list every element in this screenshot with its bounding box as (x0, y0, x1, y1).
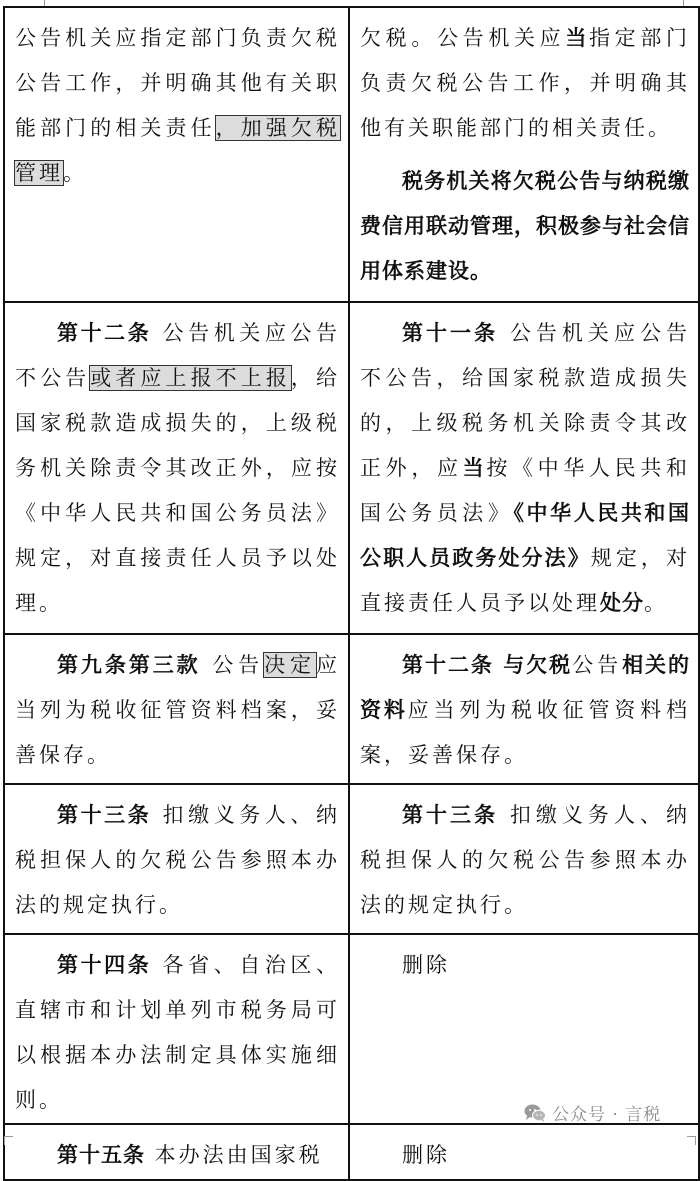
old-provision-cell (4, 302, 349, 634)
watermark-text: 公众号 · 言税 (552, 1105, 662, 1125)
new-provision-cell (349, 634, 699, 784)
new-provision-cell (349, 784, 699, 934)
old-provision-text: 第十四条 各省、自治区、直辖市和计划单列市税务局可以根据本办法制定具体实施细则。 (15, 953, 340, 1112)
table-row (4, 784, 699, 934)
added-text: 处分 (600, 591, 644, 615)
old-provision-text: 第十三条 扣缴义务人、纳税担保人的欠税公告参照本办法的规定执行。 (15, 803, 340, 917)
added-text: 当 (462, 456, 487, 480)
table-row (4, 634, 699, 784)
article-number: 第十二条 (402, 653, 494, 677)
article-number: 第九条第三款 (57, 653, 201, 677)
deleted-marker: 删除 (402, 953, 450, 977)
new-provision-text: 第十二条 与欠税公告相关的资料应当列为税收征管资料档案，妥善保存。 (360, 653, 691, 767)
watermark (524, 1100, 661, 1125)
article-number: 第十三条 (402, 803, 499, 827)
old-provision-text: 第十二条 公告机关应公告不公告或者应上报不上报，给国家税款造成损失的，上级税务机关除责令其改正外，应按《中华人民共和国公务员法》规定，对直接责任人员予以处理。 (15, 321, 341, 615)
old-provision-cell (4, 784, 349, 934)
table-row (4, 1124, 699, 1180)
page-corner-mark (687, 1136, 696, 1145)
added-text: 《中华人民共和国公职人员政务处分法》 (360, 501, 691, 570)
wechat-icon (524, 1104, 546, 1122)
article-number: 第十三条 (57, 803, 152, 827)
regulation-comparison-table (3, 6, 700, 1181)
table-row (4, 302, 699, 634)
old-provision-cell (4, 934, 349, 1124)
highlighted-deletion: 或者应上报不上报 (90, 366, 291, 390)
deleted-marker: 删除 (402, 1143, 450, 1167)
highlighted-deletion: 决定 (264, 653, 316, 677)
new-provision-text: 欠税。公告机关应当指定部门负责欠税公告工作，并明确其他有关职能部门的相关责任。 (360, 26, 691, 140)
old-provision-text: 第十五条 本办法由国家税 (57, 1143, 323, 1167)
new-provision-cell (349, 934, 699, 1124)
article-number: 第十四条 (57, 953, 152, 977)
added-text: 与欠税 (493, 653, 573, 677)
article-number: 第十五条 (57, 1143, 145, 1167)
new-provision-text: 第十一条 公告机关应公告不公告，给国家税款造成损失的，上级税务机关除责令其改正外，应当按《中华人民共和国公务员法》《中华人民共和国公职人员政务处分法》规定，对直接责任人员予以处理处分。 (360, 321, 691, 615)
article-number: 第十一条 (402, 321, 499, 345)
article-number: 第十二条 (57, 321, 152, 345)
added-text: 相关的资料 (360, 653, 691, 722)
table-row (4, 7, 699, 302)
old-provision-cell (4, 1124, 349, 1180)
highlighted-deletion: ，加强欠税管理 (15, 116, 341, 185)
table-row (4, 934, 699, 1124)
new-provision-cell (349, 7, 699, 302)
new-provision-added-paragraph (360, 159, 690, 294)
new-provision-cell (349, 302, 699, 634)
new-provision-text: 第十三条 扣缴义务人、纳税担保人的欠税公告参照本办法的规定执行。 (360, 803, 690, 917)
added-text: 当 (565, 26, 590, 50)
added-text: 税务机关将欠税公告与纳税缴费信用联动管理，积极参与社会信用体系建设。 (360, 169, 690, 283)
old-provision-text: 公告机关应指定部门负责欠税公告工作，并明确其他有关职能部门的相关责任，加强欠税管理。 (15, 26, 341, 185)
old-provision-text: 第九条第三款 公告决定应当列为税收征管资料档案，妥善保存。 (15, 653, 340, 767)
new-provision-cell (349, 1124, 699, 1180)
old-provision-cell (4, 634, 349, 784)
old-provision-cell (4, 7, 349, 302)
page-corner-mark (4, 1136, 13, 1145)
